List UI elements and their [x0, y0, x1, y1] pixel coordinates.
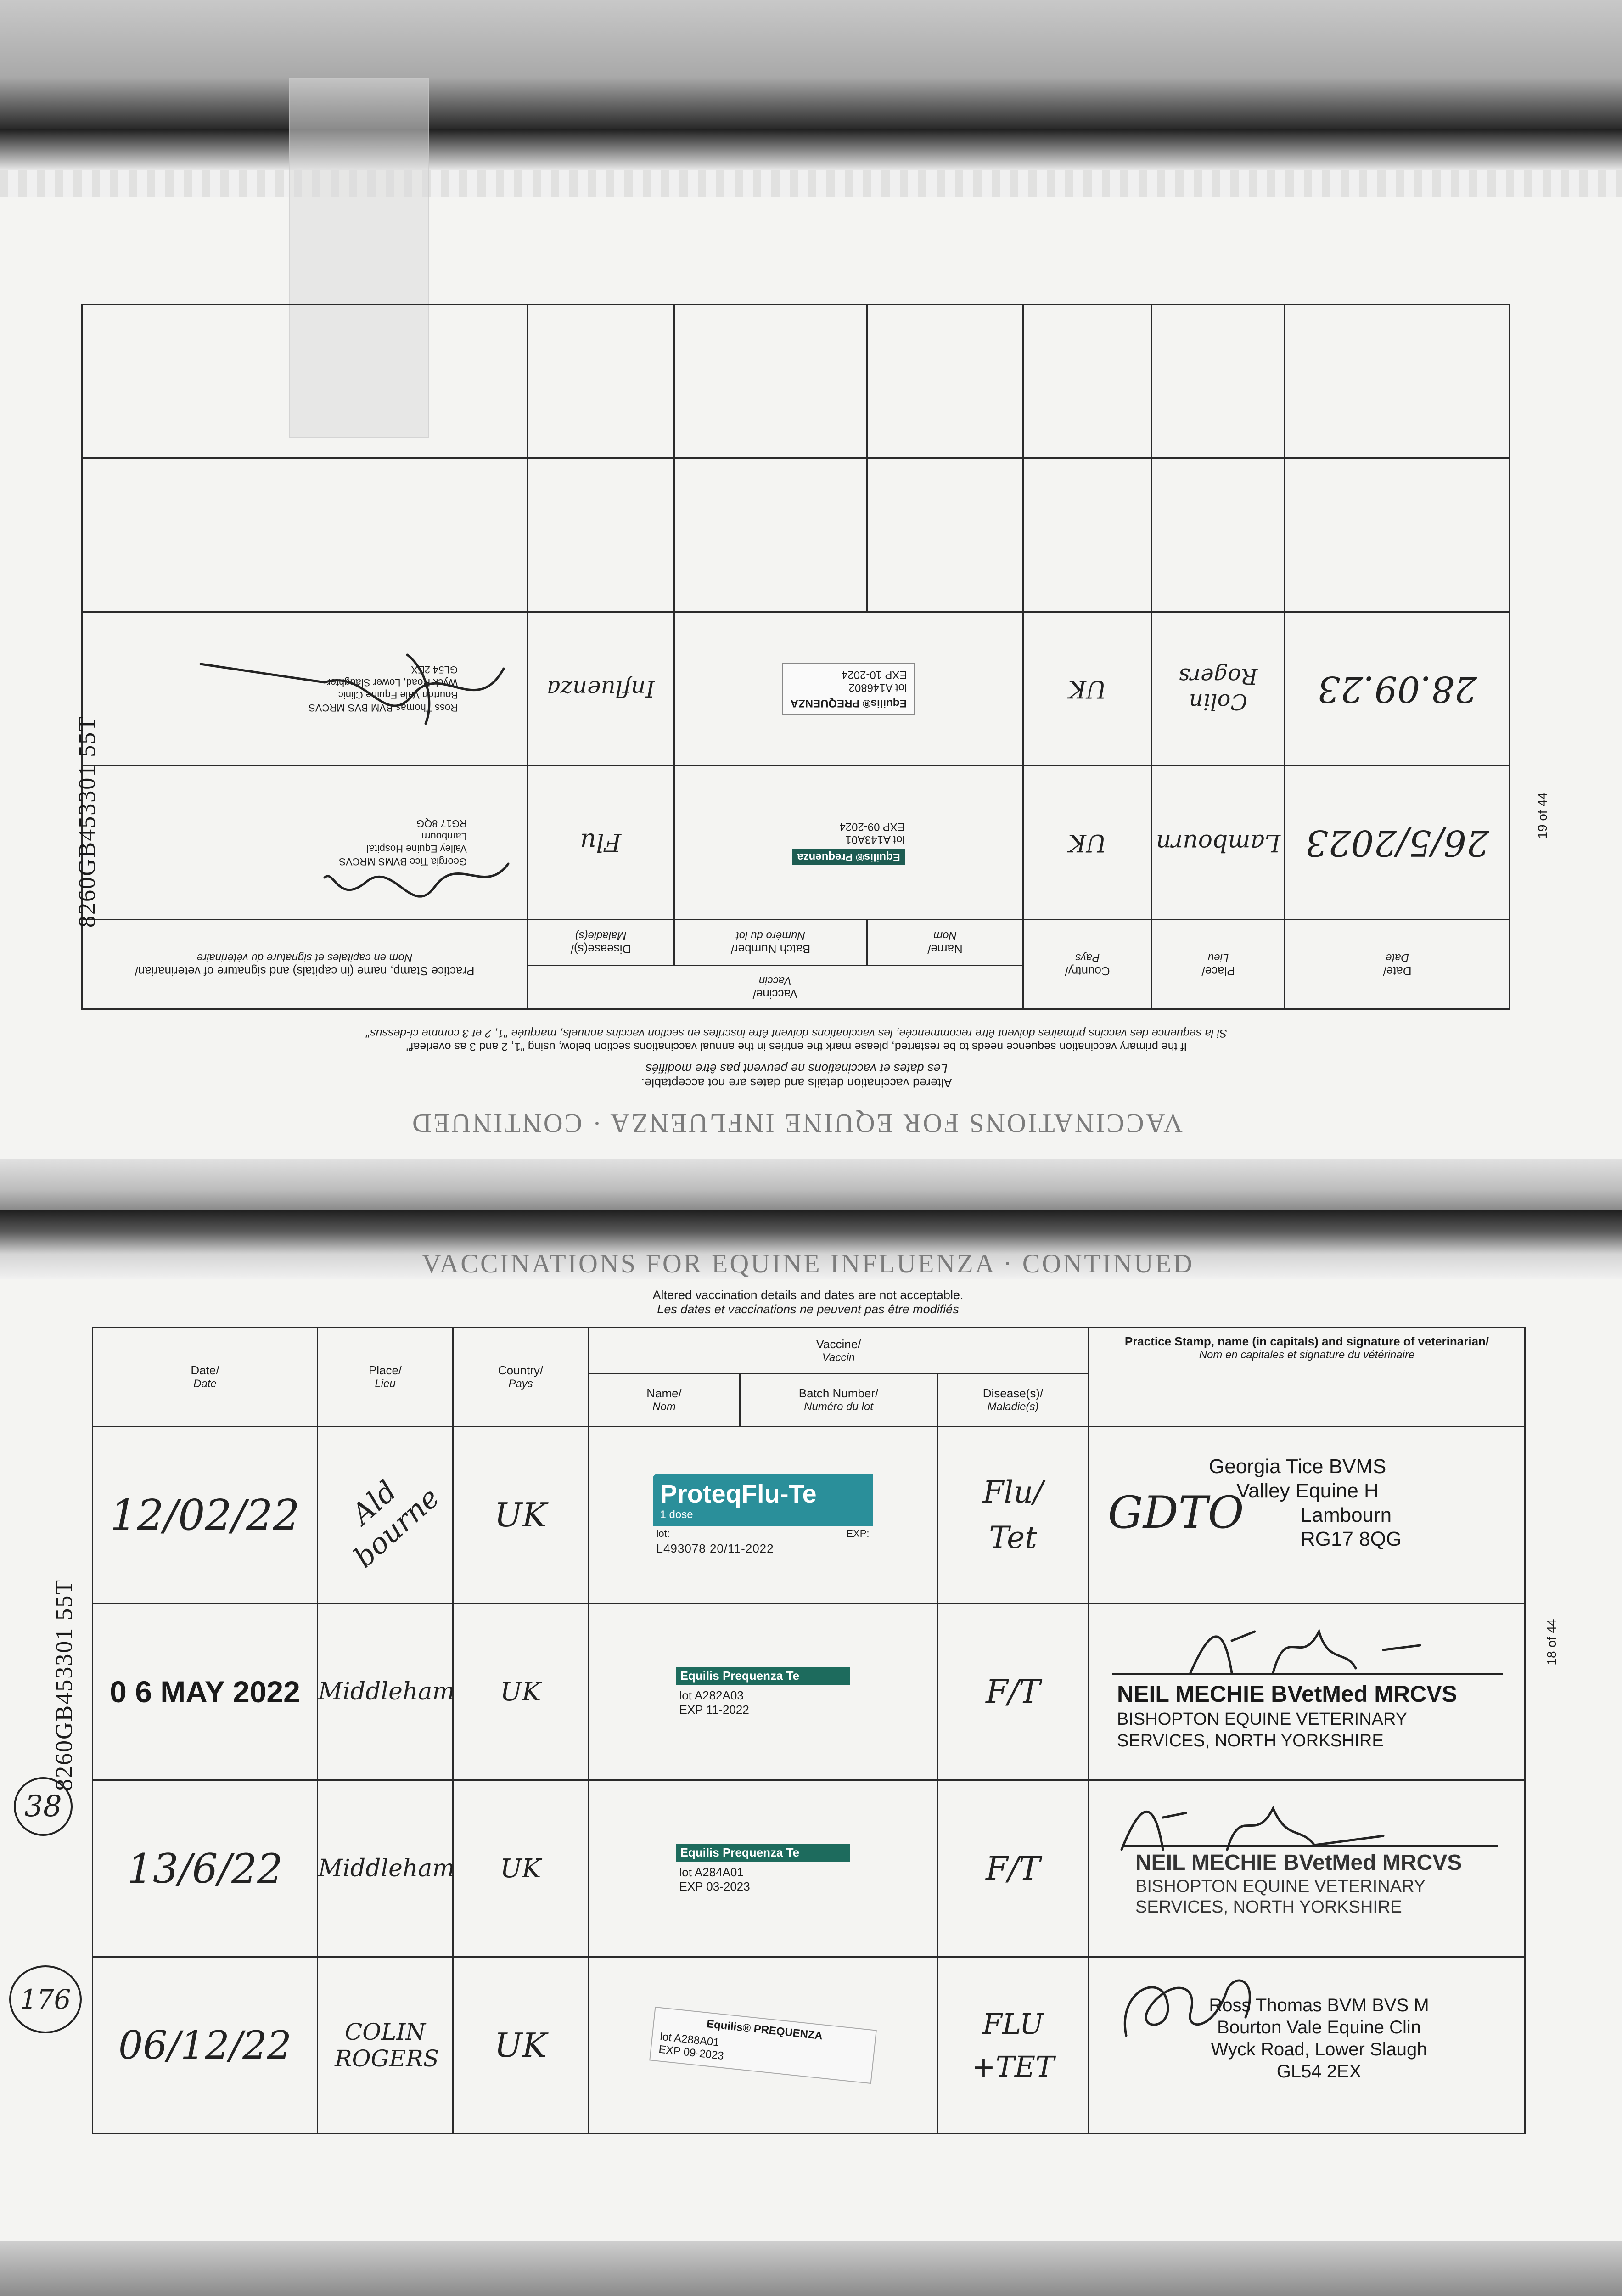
row-date: 26/5/2023	[1285, 766, 1510, 920]
table-row	[82, 612, 1510, 766]
row-disease: Flu/ Tet	[937, 1427, 1089, 1604]
vaccine-label-sticker: Equilis Prequenza Te lot A282A03 EXP 11-2022	[589, 1604, 937, 1780]
lower-note-en: Altered vaccination details and dates are not acceptable.	[652, 1288, 964, 1302]
row-stamp: NEIL MECHIE BVetMed MRCVS BISHOPTON EQUINE VETERINARY SERVICES, NORTH YORKSHIRE	[1089, 1604, 1525, 1780]
vaccine-label-sticker: Equilis® PREQUENZA lot A288A01 EXP 09-2023	[589, 1957, 937, 2134]
row-disease: Influenza	[527, 612, 674, 766]
vet-signature	[196, 646, 517, 737]
row-stamp: Ross Thomas BVM BVS M Bourton Vale Equine Clin Wyck Road, Lower Slaugh GL54 2EX	[1089, 1957, 1525, 2134]
row-date: 06/12/22	[93, 1957, 318, 2134]
vaccine-label-sticker: Equilis Prequenza Te lot A284A01 EXP 03-2023	[589, 1780, 937, 1957]
upper-restart-instructions	[83, 1026, 1510, 1053]
row-stamp: Georgia Tice BVMS MRCVS Valley Equine Hospital Lambourn RG17 8QG	[82, 766, 527, 920]
row-date: 0 6 MAY 2022	[93, 1604, 318, 1780]
lower-page-number: 18 of 44	[1544, 1619, 1559, 1666]
row-date: 13/6/22	[93, 1780, 318, 1957]
upper-instruction-en: If the primary vaccination sequence needs to be restarted, please mark the entries in the annual vaccinations section below, using "1, 2 and 3 as overleaf"	[406, 1040, 1187, 1053]
lower-note-fr: Les dates et vaccinations ne peuvent pas être modifiés	[657, 1302, 959, 1316]
upper-page-number: 19 of 44	[1535, 792, 1549, 839]
row-country: UK	[1023, 766, 1152, 920]
lower-side-id: 8260GB453301 55T	[51, 1579, 78, 1791]
lower-alter-note	[92, 1288, 1524, 1317]
scan-top-shadow	[0, 0, 1622, 129]
margin-number-176: 176	[9, 1965, 82, 2033]
row-place: Lambourn	[1152, 766, 1285, 920]
header-batch: Batch Number/ Numéro du lot	[740, 1374, 937, 1427]
vet-signature	[1181, 1613, 1438, 1682]
scan-fold-dark	[0, 1210, 1622, 1254]
scan-binding-strip	[0, 129, 1622, 170]
row-place: Colin Rogers	[1152, 612, 1285, 766]
lower-page-title: VACCINATIONS FOR EQUINE INFLUENZA · CONTINUED	[421, 1249, 1195, 1278]
upper-note-fr: Les dates et vaccinations ne peuvent pas être modifiés	[645, 1062, 948, 1075]
upper-header-batch: Batch Number/ Numéro du lot	[674, 920, 867, 966]
upper-vaccination-table	[81, 304, 1510, 1010]
upper-instruction-fr: Si la sequence des vaccins primaires doivent être recommencée, les vaccinations doivent être inscrites en section vaccins annuels, marquée "1, 2 et 3 comme ci-dessus"	[366, 1027, 1227, 1040]
upper-header-country: Country/ Pays	[1023, 920, 1152, 1009]
upper-header-place: Place/ Lieu	[1152, 920, 1285, 1009]
upper-header-stamp: Practice Stamp, name (in capitals) and signature of veterinarian/ Nom en capitales et signature du vétérinaire	[82, 920, 527, 1009]
table-row-empty	[82, 304, 1510, 458]
row-country: UK	[453, 1780, 589, 1957]
upper-header-date: Date/ Date	[1285, 920, 1510, 1009]
upper-alter-note	[83, 1061, 1510, 1090]
vet-initials-signature: GDTO	[1108, 1487, 1244, 1538]
upper-page-inverted	[83, 276, 1510, 1148]
header-vaccine: Vaccine/ Vaccin	[589, 1328, 1089, 1374]
vet-signature	[1108, 1790, 1392, 1859]
header-stamp: Practice Stamp, name (in capitals) and signature of veterinarian/ Nom en capitales et signature du vétérinaire	[1089, 1328, 1525, 1427]
row-disease: F/T	[937, 1780, 1089, 1957]
row-place: Middleham	[318, 1780, 453, 1957]
table-row	[93, 1780, 1525, 1957]
row-place: Ald bourne	[318, 1427, 453, 1604]
row-disease: F/T	[937, 1604, 1089, 1780]
vaccine-label-sticker: ProteqFlu-Te 1 dose lot: EXP: L493078 20/11-2022	[589, 1427, 937, 1604]
row-date: 12/02/22	[93, 1427, 318, 1604]
table-row	[93, 1604, 1525, 1780]
scan-page-edge	[0, 170, 1622, 197]
row-country: UK	[453, 1427, 589, 1604]
table-row	[82, 766, 1510, 920]
vet-signature	[320, 845, 513, 905]
vaccine-label-sticker: Equilis® PREQUENZA lot A146802 EXP 10-2024	[674, 612, 1023, 766]
upper-page-title: VACCINATIONS FOR EQUINE INFLUENZA · CONTINUED	[410, 1109, 1183, 1138]
upper-side-id: 8260GB453301 55T	[74, 716, 101, 928]
upper-header-disease: Disease(s)/ Maladie(s)	[527, 920, 674, 966]
row-disease: FLU +TET	[937, 1957, 1089, 2134]
scan-fold-top	[0, 1159, 1622, 1210]
row-stamp: NEIL MECHIE BVetMed MRCVS BISHOPTON EQUINE VETERINARY SERVICES, NORTH YORKSHIRE	[1089, 1780, 1525, 1957]
row-place: COLIN ROGERS	[318, 1957, 453, 2134]
lower-vaccination-table	[92, 1327, 1526, 2134]
lower-vaccination-table-wrap	[92, 1327, 1524, 2134]
scan-bottom-shadow	[0, 2241, 1622, 2296]
upper-header-name: Name/ Nom	[867, 920, 1023, 966]
header-country: Country/ Pays	[453, 1328, 589, 1427]
row-stamp: Ross Thomas BVM BVS MRCVS Bourton Vale Equine Clinic Wyck Road, Lower Slaughter GL54 2EX	[82, 612, 527, 766]
header-disease: Disease(s)/ Maladie(s)	[937, 1374, 1089, 1427]
vaccine-label-sticker: Equilis® Prequenza lot A143A01 EXP 09-2024	[674, 766, 1023, 920]
table-row	[93, 1957, 1525, 2134]
row-disease: Flu	[527, 766, 674, 920]
header-date: Date/ Date	[93, 1328, 318, 1427]
upper-note-en: Altered vaccination details and dates are not acceptable.	[641, 1076, 952, 1090]
row-country: UK	[1023, 612, 1152, 766]
row-place: Middleham	[318, 1604, 453, 1780]
header-place: Place/ Lieu	[318, 1328, 453, 1427]
header-name: Name/ Nom	[589, 1374, 740, 1427]
row-date: 28.09.23	[1285, 612, 1510, 766]
row-country: UK	[453, 1604, 589, 1780]
row-country: UK	[453, 1957, 589, 2134]
table-row	[93, 1427, 1525, 1604]
margin-number-38: 38	[14, 1777, 73, 1836]
row-stamp: GDTO Georgia Tice BVMS Valley Equine H Lambourn RG17 8QG	[1089, 1427, 1525, 1604]
table-row-empty	[82, 458, 1510, 612]
upper-header-vaccine: Vaccine/ Vaccin	[527, 966, 1023, 1009]
